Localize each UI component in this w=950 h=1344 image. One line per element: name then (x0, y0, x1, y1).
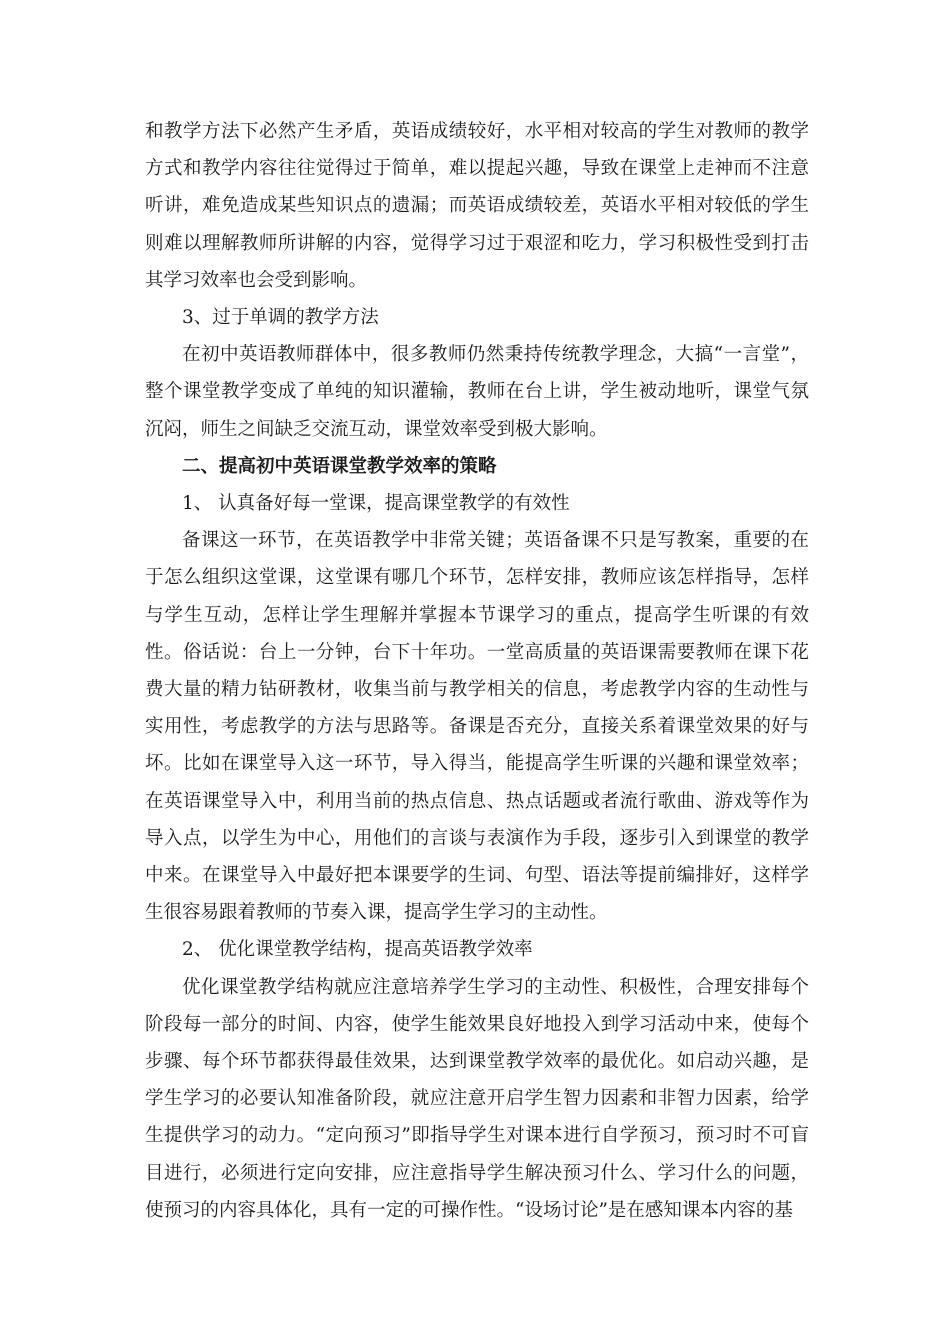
subheading-monotonous-methods: 3、过于单调的教学方法 (182, 307, 379, 329)
paragraph-optimize-structure: 优化课堂教学结构就应注意培养学生学习的主动性、积极性，合理安排每个阶段每一部分的时间、内容，使学生能效果良好地投入到学习活动中来，使每个步骤、每个环节都获得最佳效果，达到课堂教学效率的最优化。如启动兴趣，是学生学习的必要认知准备阶段，就应注意开启学生智力因素和非智力因素，给学生提供学习的动力。“定向预习”即指导学生对课本进行自学预习，预习时不可盲目进行，必须进行定向安排，应注意指导学生解决预习什么、学习什么的问题，使预习的内容具体化，具有一定的可操作性。“设场讨论”是在感知课本内容的基 (145, 976, 809, 1221)
document-body (145, 113, 809, 1229)
subheading-optimize-structure: 2、 优化课堂教学结构，提高英语教学效率 (182, 939, 533, 961)
paragraph-lesson-prep: 备课这一环节，在英语教学中非常关键；英语备课不只是写教案，重要的在于怎么组织这堂课，这堂课有哪几个环节，怎样安排，教师应该怎样指导，怎样与学生互动，怎样让学生理解并掌握本节课学习的重点，提高学生听课的有效性。俗话说：台上一分钟，台下十年功。一堂高质量的英语课需要教师在课下花费大量的精力钻研教材，收集当前与教学相关的信息，考虑教学内容的生动性与实用性，考虑教学的方法与思路等。备课是否充分，直接关系着课堂效果的好与坏。比如在课堂导入这一环节，导入得当，能提高学生听课的兴趣和课堂效率；在英语课堂导入中，利用当前的热点信息、热点话题或者流行歌曲、游戏等作为导入点，以学生为中心，用他们的言谈与表演作为手段，逐步引入到课堂的教学中来。在课堂导入中最好把本课要学的生词、句型、语法等提前编排好，这样学生很容易跟着教师的节奏入课，提高学生学习的主动性。 (145, 530, 809, 924)
paragraph-monotonous-methods: 在初中英语教师群体中，很多教师仍然秉持传统教学理念，大搞“一言堂”，整个课堂教学变成了单纯的知识灌输，教师在台上讲，学生被动地听，课堂气氛沉闷，师生之间缺乏交流互动，课堂效率受到极大影响。 (145, 344, 809, 440)
paragraph-continued: 和教学方法下必然产生矛盾，英语成绩较好，水平相对较高的学生对教师的教学方式和教学内容往往觉得过于简单，难以提起兴趣，导致在课堂上走神而不注意听讲，难免造成某些知识点的遗漏；而英语成绩较差，英语水平相对较低的学生则难以理解教师所讲解的内容，觉得学习过于艰涩和吃力，学习积极性受到打击其学习效率也会受到影响。 (145, 121, 809, 291)
subheading-lesson-prep: 1、 认真备好每一堂课，提高课堂教学的有效性 (182, 493, 570, 515)
section-heading-strategies: 二、提高初中英语课堂教学效率的策略 (182, 455, 497, 477)
